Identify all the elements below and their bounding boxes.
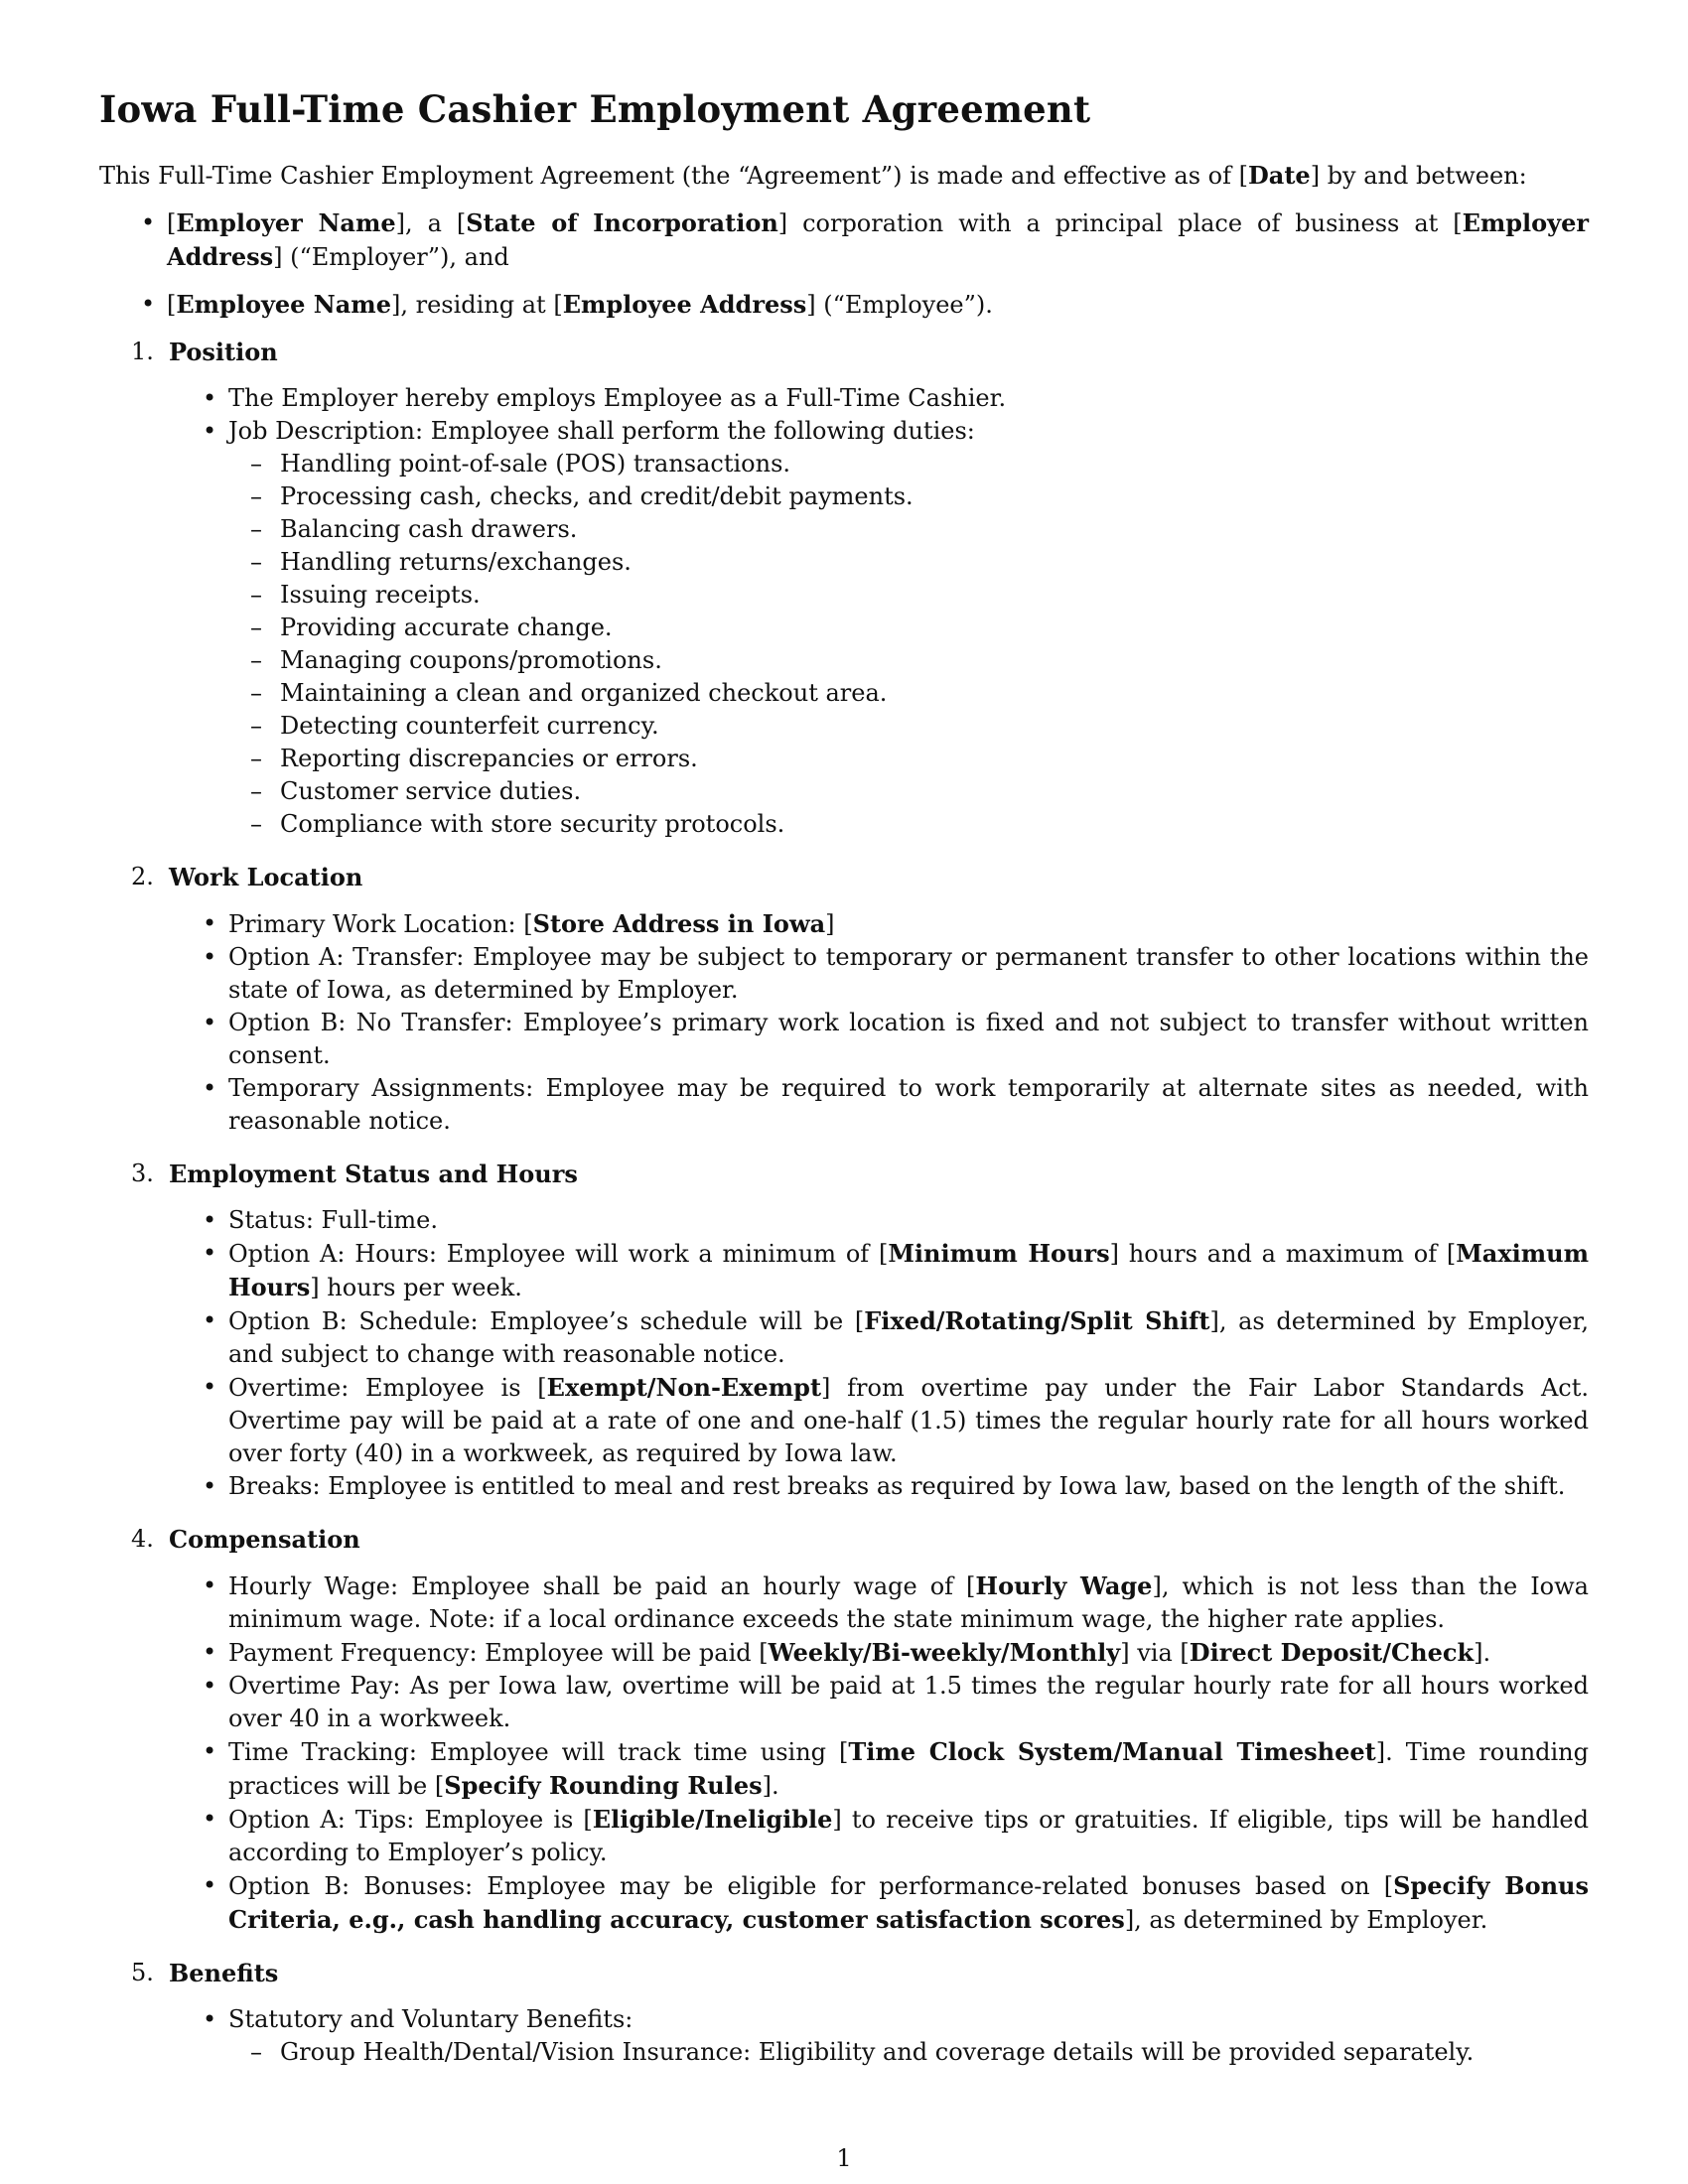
section-items [99,1204,1589,1503]
duty-item: – Issuing receipts. [228,579,1589,612]
benefit-item: – Group Health/Dental/Vision Insurance: Eligibility and coverage details will be provided separately. [228,2036,1589,2069]
list-item: • Status: Full-time. [99,1204,1589,1237]
duty-item: – Handling returns/exchanges. [228,546,1589,579]
intro-paragraph: This Full-Time Cashier Employment Agreement (the “Agreement”) is made and effective as of [Date] by and between: [99,161,1527,190]
document-page [99,87,1589,2089]
list-item: • The Employer hereby employs Employee as a Full-Time Cashier. [99,382,1589,415]
section-items [99,2003,1589,2069]
duty-item: – Managing coupons/promotions. [228,644,1589,677]
duty-item: – Balancing cash drawers. [228,513,1589,546]
section-heading: 4. Compensation [131,1525,360,1554]
party-employee: • [Employee Name], residing at [Employee Address] (“Employee”). [99,288,1589,322]
list-item: • Breaks: Employee is entitled to meal and rest breaks as required by Iowa law, based on the length of the shift. [99,1470,1589,1503]
list-item: • Job Description: Employee shall perform the following duties: – Handling point-of-sale (POS) transactions. – Processing cash, checks, and credit/debit payments. – Balancing cash drawers. – Handling returns/exchanges. – Issuing receipts. – Providing accurate change. – Managing coupons/promotions. – Maintaining a clean and organized checkout area. – Detecting counterfeit currency. – Reporting discrepancies or errors. – Customer service duties. – Compliance with store security protocols. [99,415,1589,841]
duty-item: – Maintaining a clean and organized checkout area. [228,677,1589,710]
list-item: • Statutory and Voluntary Benefits: – Group Health/Dental/Vision Insurance: Eligibility and coverage details will be provided separately. [99,2003,1589,2069]
duty-item: – Compliance with store security protocols. [228,808,1589,841]
document-title: Iowa Full-Time Cashier Employment Agreement [99,87,1091,131]
list-item: • Payment Frequency: Employee will be paid [Weekly/Bi-weekly/Monthly] via [Direct Deposit/Check]. [99,1636,1589,1670]
duty-item: – Providing accurate change. [228,612,1589,644]
date-placeholder: Date [1247,161,1311,190]
benefits-sublist [228,2036,1589,2069]
list-item: • Option B: No Transfer: Employee’s primary work location is fixed and not subject to transfer without written consent. [99,1007,1589,1072]
duty-item: – Handling point-of-sale (POS) transactions. [228,448,1589,480]
section-heading: 3. Employment Status and Hours [131,1160,578,1188]
list-item: • Option A: Hours: Employee will work a minimum of [Minimum Hours] hours and a maximum of [Maximum Hours] hours per week. [99,1237,1589,1304]
section-position [99,336,1589,841]
list-item: • Option A: Tips: Employee is [Eligible/Ineligible] to receive tips or gratuities. If eligible, tips will be handled according to Employer’s policy. [99,1803,1589,1869]
list-item: • Hourly Wage: Employee shall be paid an hourly wage of [Hourly Wage], which is not less than the Iowa minimum wage. Note: if a local ordinance exceeds the state minimum wage, the higher rate applies. [99,1570,1589,1636]
list-item: • Option B: Schedule: Employee’s schedule will be [Fixed/Rotating/Split Shift], as determined by Employer, and subject to change with reasonable notice. [99,1304,1589,1371]
list-item: • Overtime Pay: As per Iowa law, overtime will be paid at 1.5 times the regular hourly rate for all hours worked over 40 in a workweek. [99,1670,1589,1735]
party-employer: • [Employer Name], a [State of Incorporation] corporation with a principal place of business at [Employer Address] (“Employer”), and [99,206,1589,274]
section-status-hours [99,1158,1589,1503]
parties-list [99,206,1589,322]
section-heading: 1. Position [131,338,278,366]
list-item: • Option A: Transfer: Employee may be subject to temporary or permanent transfer to other locations within the state of Iowa, as determined by Employer. [99,941,1589,1007]
section-heading: 5. Benefits [131,1959,279,1987]
duty-item: – Customer service duties. [228,775,1589,808]
section-items [99,382,1589,841]
section-benefits [99,1957,1589,2069]
page-number: 1 [836,2144,852,2172]
list-item: • Overtime: Employee is [Exempt/Non-Exempt] from overtime pay under the Fair Labor Standards Act. Overtime pay will be paid at a rate of one and one-half (1.5) times the regular hourly rate for all hours worked over forty (40) in a workweek, as required by Iowa law. [99,1371,1589,1470]
duty-item: – Detecting counterfeit currency. [228,710,1589,743]
section-work-location [99,861,1589,1138]
duty-item: – Reporting discrepancies or errors. [228,743,1589,775]
section-items [99,907,1589,1138]
duty-item: – Processing cash, checks, and credit/debit payments. [228,480,1589,513]
section-compensation [99,1523,1589,1937]
list-item: • Temporary Assignments: Employee may be required to work temporarily at alternate sites as needed, with reasonable notice. [99,1072,1589,1138]
list-item: • Time Tracking: Employee will track time using [Time Clock System/Manual Timesheet]. Time rounding practices will be [Specify Rounding Rules]. [99,1735,1589,1803]
list-item: • Option B: Bonuses: Employee may be eligible for performance-related bonuses based on [Specify Bonus Criteria, e.g., cash handling accuracy, customer satisfaction scores], as determined by Employer. [99,1869,1589,1937]
section-items [99,1570,1589,1937]
section-heading: 2. Work Location [131,863,363,891]
duties-list [228,448,1589,841]
list-item: • Primary Work Location: [Store Address in Iowa] [99,907,1589,941]
